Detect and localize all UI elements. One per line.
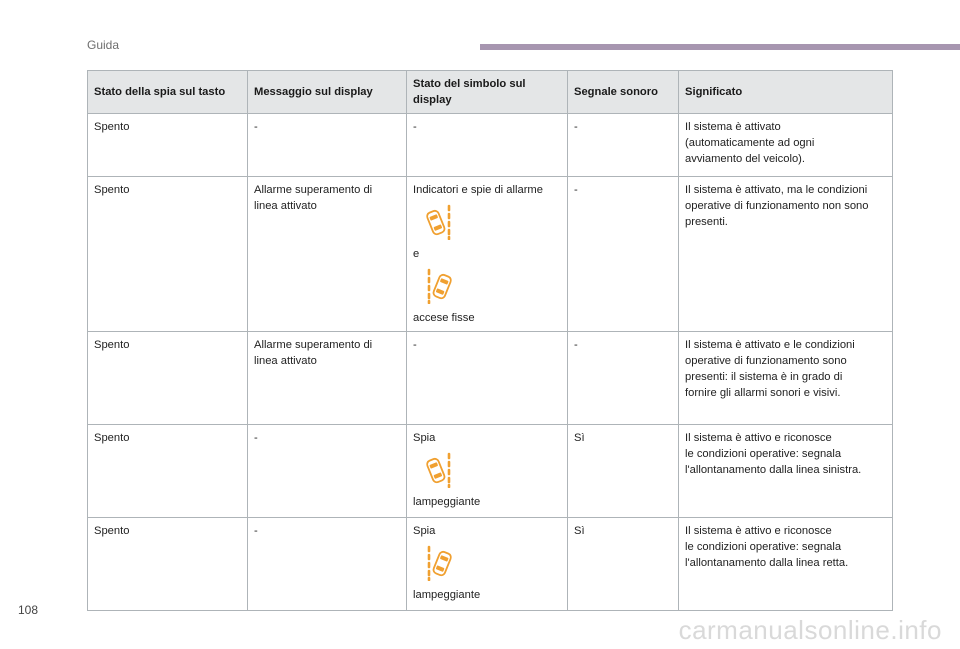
simbolo-label: e [413, 248, 420, 260]
cell-messaggio: Allarme superamento di linea attivato [248, 177, 407, 332]
lane-departure-left-icon [413, 262, 561, 310]
cell-simbolo [407, 518, 568, 611]
column-header-messaggio: Messaggio sul display [248, 71, 407, 114]
simbolo-label: accese fisse [413, 312, 475, 324]
warning-status-table [87, 70, 893, 611]
cell-significato: Il sistema è attivo e riconosce le condizioni operative: segnala l'allontanamento dalla linea sinistra. [679, 425, 893, 518]
cell-significato: Il sistema è attivato e le condizioni operative di funzionamento sono presenti: il sistema è in grado di fornire gli allarmi sonori e visivi. [679, 332, 893, 425]
cell-segnale: Sì [568, 518, 679, 611]
simbolo-label: Spia [413, 525, 436, 537]
table-row [88, 332, 893, 425]
column-header-spia: Stato della spia sul tasto [88, 71, 248, 114]
page-number: 108 [18, 603, 39, 617]
cell-simbolo: - [407, 114, 568, 177]
simbolo-label: lampeggiante [413, 496, 481, 508]
cell-segnale: - [568, 114, 679, 177]
lane-departure-left-icon [413, 539, 561, 587]
cell-messaggio: - [248, 518, 407, 611]
table-row [88, 518, 893, 611]
cell-spia: Spento [88, 114, 248, 177]
lane-departure-right-icon [413, 198, 561, 246]
column-header-simbolo: Stato del simbolo sul display [407, 71, 568, 114]
table-row [88, 114, 893, 177]
cell-messaggio: - [248, 114, 407, 177]
lane-departure-right-icon [413, 446, 561, 494]
cell-significato: Il sistema è attivato (automaticamente ad ogni avviamento del veicolo). [679, 114, 893, 177]
watermark: carmanualsonline.info [678, 615, 942, 645]
cell-spia: Spento [88, 332, 248, 425]
simbolo-label: Spia [413, 432, 436, 444]
section-title: Guida [87, 38, 120, 52]
cell-messaggio: - [248, 425, 407, 518]
simbolo-label: Indicatori e spie di allarme [413, 184, 543, 196]
cell-spia: Spento [88, 518, 248, 611]
simbolo-label: lampeggiante [413, 589, 481, 601]
cell-simbolo [407, 425, 568, 518]
cell-spia: Spento [88, 425, 248, 518]
column-header-significato: Significato [679, 71, 893, 114]
cell-simbolo: - [407, 332, 568, 425]
cell-significato: Il sistema è attivato, ma le condizioni operative di funzionamento non sono presenti. [679, 177, 893, 332]
cell-messaggio: Allarme superamento di linea attivato [248, 332, 407, 425]
table-row [88, 425, 893, 518]
cell-segnale: - [568, 332, 679, 425]
cell-spia: Spento [88, 177, 248, 332]
column-header-segnale: Segnale sonoro [568, 71, 679, 114]
cell-simbolo [407, 177, 568, 332]
table-header-row [88, 71, 893, 114]
cell-segnale: - [568, 177, 679, 332]
cell-significato: Il sistema è attivo e riconosce le condizioni operative: segnala l'allontanamento dalla linea retta. [679, 518, 893, 611]
cell-segnale: Sì [568, 425, 679, 518]
header-accent-bar [480, 44, 960, 50]
table-row [88, 177, 893, 332]
